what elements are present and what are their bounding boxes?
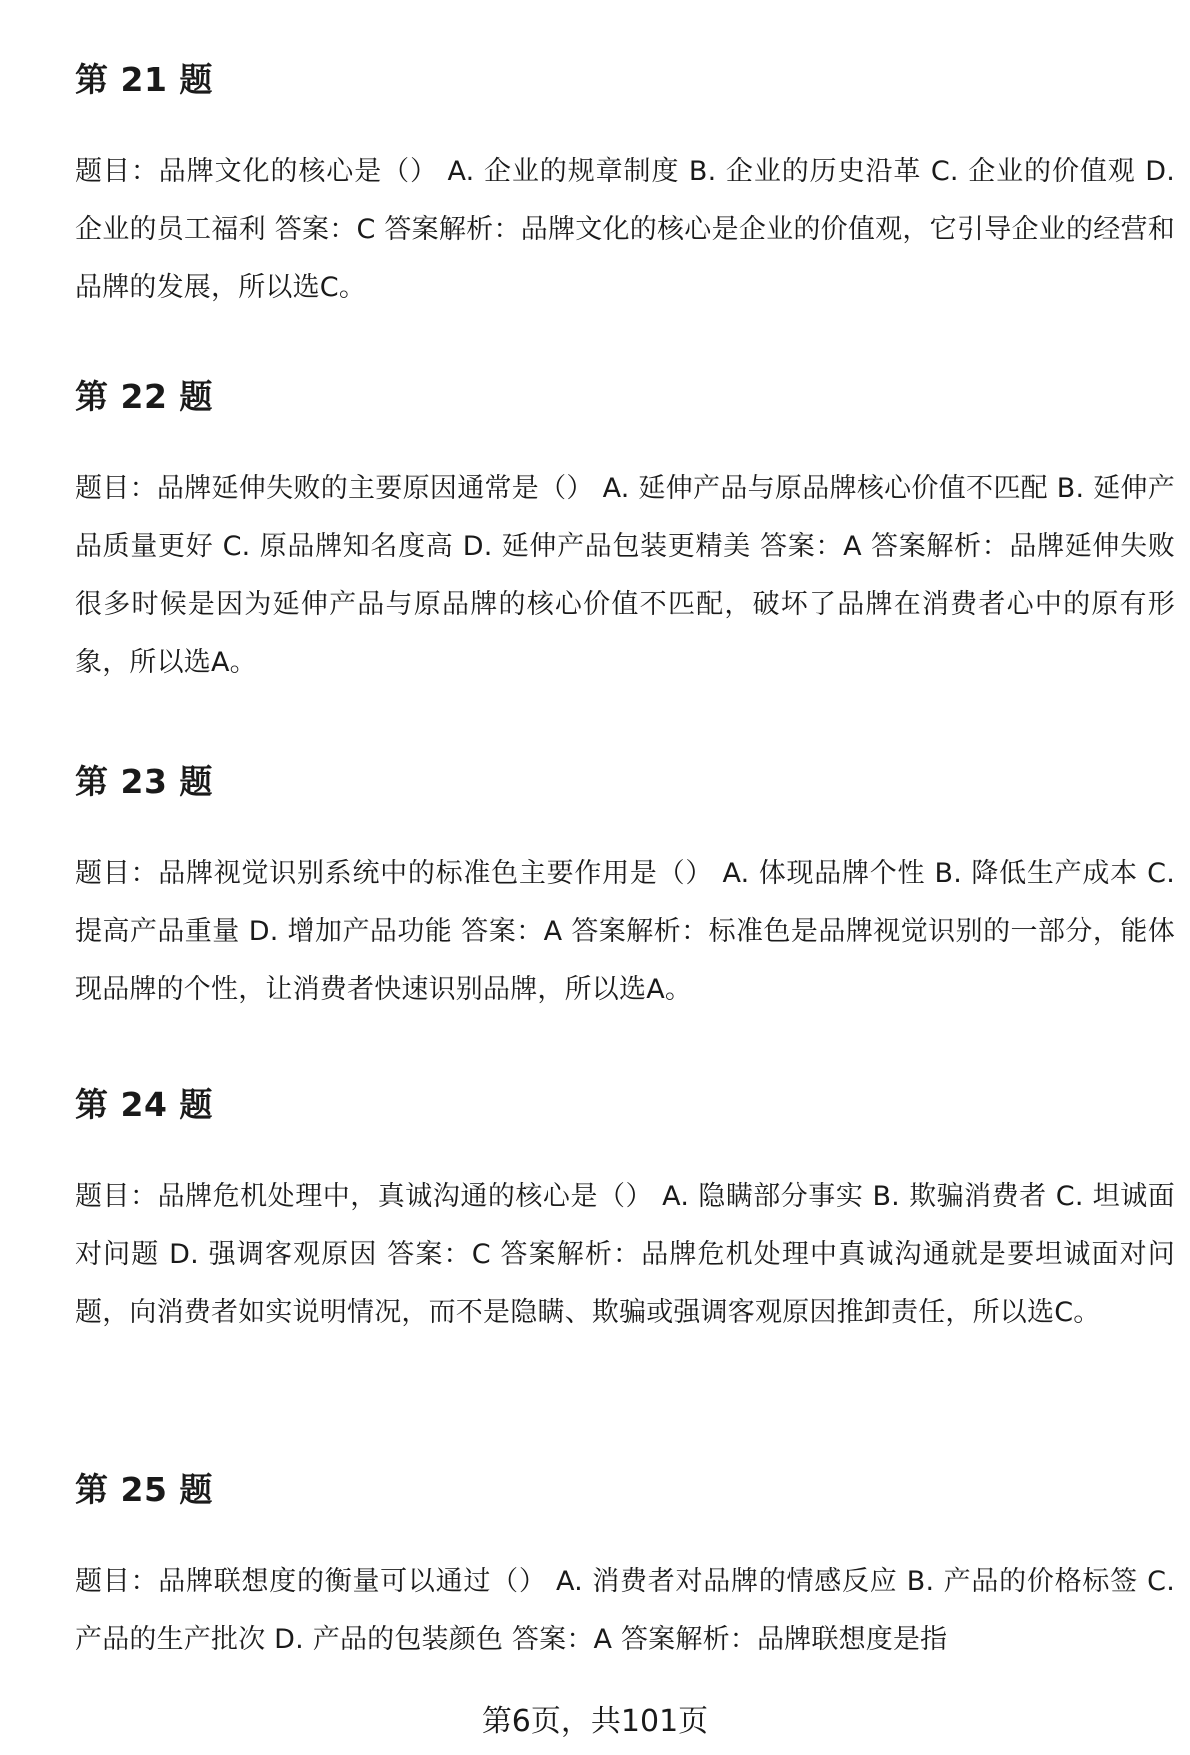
question-body: 题目：品牌文化的核心是（） A. 企业的规章制度 B. 企业的历史沿革 C. 企业的价值观 D. 企业的员工福利 答案：C 答案解析：品牌文化的核心是企业的价值观，它引导企业的经营和品牌的发展，所以选C。 <box>75 156 1175 303</box>
question-heading: 第 21 题 <box>75 60 213 99</box>
question-body: 题目：品牌延伸失败的主要原因通常是（） A. 延伸产品与原品牌核心价值不匹配 B. 延伸产品质量更好 C. 原品牌知名度高 D. 延伸产品包装更精美 答案：A 答案解析：品牌延伸失败很多时候是因为延伸产品与原品牌的核心价值不匹配，破坏了品牌在消费者心中的原有形象，所以选A。 <box>75 473 1175 678</box>
question-heading: 第 22 题 <box>75 377 213 416</box>
question-23 <box>75 762 1175 1005</box>
question-22 <box>75 377 1175 678</box>
question-21 <box>75 60 1175 303</box>
question-heading: 第 25 题 <box>75 1470 213 1509</box>
question-body: 题目：品牌联想度的衡量可以通过（） A. 消费者对品牌的情感反应 B. 产品的价格标签 C. 产品的生产批次 D. 产品的包装颜色 答案：A 答案解析：品牌联想度是指 <box>75 1566 1175 1655</box>
question-heading: 第 23 题 <box>75 762 213 801</box>
question-body: 题目：品牌危机处理中，真诚沟通的核心是（） A. 隐瞒部分事实 B. 欺骗消费者 C. 坦诚面对问题 D. 强调客观原因 答案：C 答案解析：品牌危机处理中真诚沟通就是要坦诚面对问题，向消费者如实说明情况，而不是隐瞒、欺骗或强调客观原因推卸责任，所以选C。 <box>75 1181 1175 1328</box>
question-24 <box>75 1085 1175 1328</box>
question-body: 题目：品牌视觉识别系统中的标准色主要作用是（） A. 体现品牌个性 B. 降低生产成本 C. 提高产品重量 D. 增加产品功能 答案：A 答案解析：标准色是品牌视觉识别的一部分，能体现品牌的个性，让消费者快速识别品牌，所以选A。 <box>75 858 1175 1005</box>
page-number-footer: 第6页，共101页 <box>481 1704 709 1739</box>
question-25 <box>75 1470 1175 1655</box>
question-heading: 第 24 题 <box>75 1085 213 1124</box>
